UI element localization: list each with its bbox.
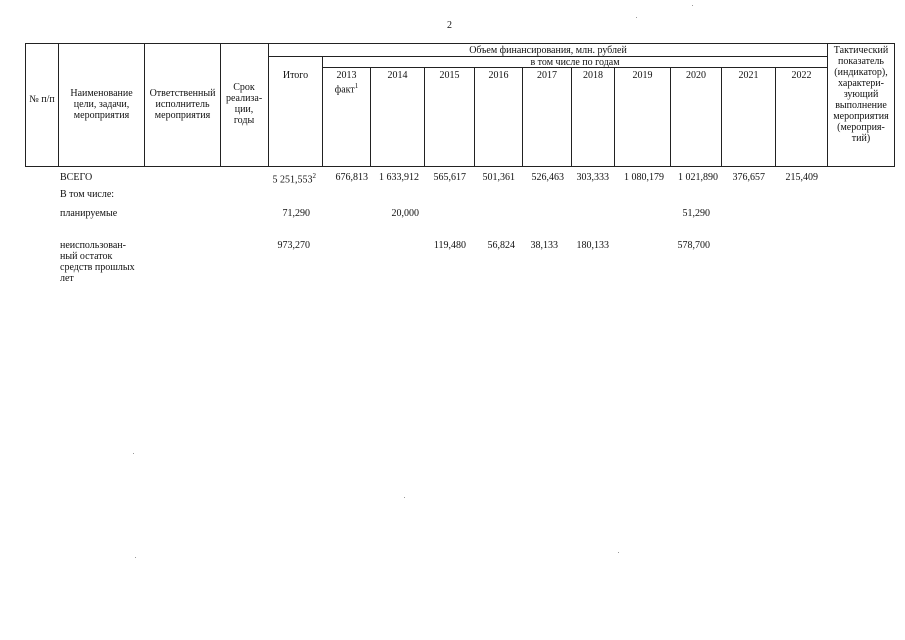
value-2021: 376,657 xyxy=(732,172,765,183)
header-period: Срок реализа- ции, годы xyxy=(226,82,263,126)
row-total: 5 251,553$^2$ xyxy=(272,172,316,186)
row-label: В том числе: xyxy=(60,189,115,200)
header-by-years: в том числе по годам xyxy=(530,57,620,68)
row-label: ВСЕГО xyxy=(60,172,93,183)
value-2019: 1 080,179 xyxy=(624,172,664,183)
row-total: 71,290 xyxy=(282,208,310,219)
header-year-2014: 2014 xyxy=(387,70,408,81)
header-year-2018: 2018 xyxy=(583,70,603,81)
scan-speck xyxy=(636,17,637,18)
header-total: Итого xyxy=(282,70,309,81)
row-label: планируемые xyxy=(60,208,118,219)
scan-speck xyxy=(618,552,619,553)
value-2014: 20,000 xyxy=(391,208,419,219)
page-number: 2 xyxy=(447,20,452,31)
header-year-2017: 2017 xyxy=(537,70,557,81)
value-2020: 1 021,890 xyxy=(678,172,718,183)
header-name: Наименование цели, задачи, мероприятия xyxy=(70,88,133,121)
header-year-2020: 2020 xyxy=(686,70,706,81)
value-2020: 51,290 xyxy=(682,208,710,219)
value-2018: 180,133 xyxy=(576,240,609,251)
value-2017: 38,133 xyxy=(530,240,558,251)
header-year-2013: 2013 факт$^1$ xyxy=(334,70,359,96)
value-2015: 565,617 xyxy=(433,172,466,183)
row-total: 973,270 xyxy=(277,240,310,251)
header-executor: Ответственный исполнитель мероприятия xyxy=(149,88,216,121)
value-2020: 578,700 xyxy=(677,240,710,251)
header-funding: Объем финансирования, млн. рублей xyxy=(469,45,627,56)
scan-speck xyxy=(692,5,693,6)
value-2018: 303,333 xyxy=(576,172,609,183)
value-2013: 676,813 xyxy=(335,172,368,183)
value-2017: 526,463 xyxy=(531,172,564,183)
scan-speck xyxy=(135,557,136,558)
value-2022: 215,409 xyxy=(785,172,818,183)
scan-speck xyxy=(404,497,405,498)
header-year-2016: 2016 xyxy=(488,70,509,81)
header-num: № п/п xyxy=(29,94,55,105)
value-2014: 1 633,912 xyxy=(379,172,419,183)
value-2016: 56,824 xyxy=(487,240,515,251)
header-year-2021: 2021 xyxy=(738,70,759,81)
header-year-2022: 2022 xyxy=(791,70,812,81)
value-2016: 501,361 xyxy=(482,172,515,183)
header-indicator: Тактический показатель (индикатор), характери- зующий выполнение мероприятия (мероприя- тий) xyxy=(833,45,889,144)
header-year-2019: 2019 xyxy=(632,70,653,81)
header-year-2015: 2015 xyxy=(439,70,460,81)
row-label: неиспользован- ный остаток средств прошлых лет xyxy=(60,240,135,284)
scan-speck xyxy=(133,453,134,454)
value-2015: 119,480 xyxy=(433,240,466,251)
